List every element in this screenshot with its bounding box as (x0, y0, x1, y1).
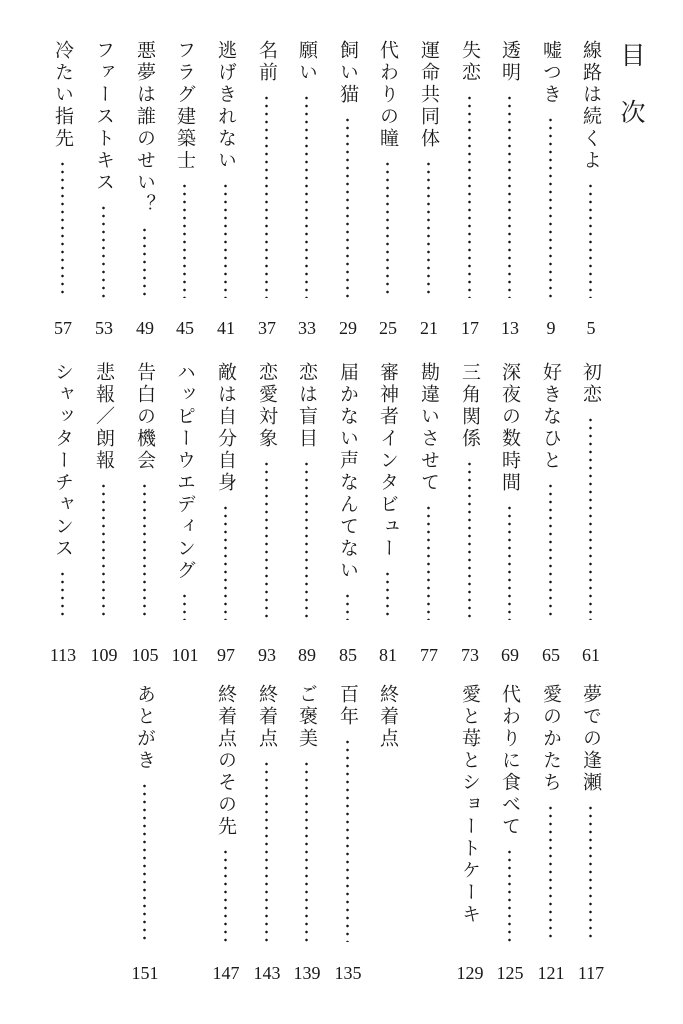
leader-dots (61, 160, 64, 298)
leader-dots (305, 460, 308, 620)
toc-entry-title: 願い (296, 40, 318, 84)
toc-entry-title: 勘違いさせて (418, 362, 440, 494)
leader-dots (224, 848, 227, 942)
toc-page-number: 57 (54, 318, 72, 338)
toc-page-number: 61 (582, 645, 600, 665)
toc-entry-title: 飼い猫 (337, 40, 359, 106)
toc-page-number: 147 (212, 963, 240, 983)
toc-entry-title: 告白の機会 (134, 362, 156, 472)
toc-entry-title: 愛と苺とショートケーキ (459, 684, 481, 926)
toc-entry-title: 代わりの瞳 (377, 40, 399, 150)
toc-entry-title: 三角関係 (459, 362, 481, 450)
leader-dots (183, 592, 186, 620)
toc-page-number: 69 (501, 645, 519, 665)
leader-dots (549, 804, 552, 942)
toc-entry-title: ハッピーウエディング (174, 362, 196, 582)
leader-dots (143, 482, 146, 620)
toc-page-number: 21 (420, 318, 438, 338)
toc-entry-title: 冷たい指先 (52, 40, 74, 150)
leader-dots (265, 94, 268, 298)
toc-entry-title: 敵は自分自身 (215, 362, 237, 494)
leader-dots (102, 204, 105, 298)
leader-dots (508, 504, 511, 620)
toc-page-number: 29 (339, 318, 357, 338)
leader-dots (508, 848, 511, 942)
toc-entry-title: 線路は続くよ (580, 40, 602, 172)
toc-page-number: 113 (49, 645, 77, 665)
toc-page-number: 49 (136, 318, 154, 338)
toc-page-number: 53 (95, 318, 113, 338)
toc-page-number: 5 (586, 318, 596, 338)
toc-page-number: 139 (293, 963, 321, 983)
toc-page-number: 97 (217, 645, 235, 665)
toc-entry-title: 夢での逢瀬 (580, 684, 602, 794)
toc-entry-title: 好きなひと (540, 362, 562, 472)
toc-entry-title: 悲報／朗報 (93, 362, 115, 472)
toc-page-number: 93 (258, 645, 276, 665)
leader-dots (143, 782, 146, 942)
toc-entry-title: 審神者インタビュー (377, 362, 399, 560)
leader-dots (346, 592, 349, 620)
toc-entry-title: 深夜の数時間 (499, 362, 521, 494)
leader-dots (549, 482, 552, 620)
toc-entry-title: 終着点 (377, 684, 399, 750)
leader-dots (305, 94, 308, 298)
toc-entry-title: 終着点のその先 (215, 684, 237, 838)
leader-dots (183, 182, 186, 298)
toc-entry-title: 運命共同体 (418, 40, 440, 150)
leader-dots (61, 570, 64, 620)
toc-page-number: 89 (298, 645, 316, 665)
leader-dots (468, 94, 471, 298)
toc-page-number: 85 (339, 645, 357, 665)
toc-page-number: 9 (546, 318, 556, 338)
toc-entry-title: 嘘つき (540, 40, 562, 106)
leader-dots (589, 416, 592, 620)
leader-dots (102, 482, 105, 620)
toc-page-number: 101 (171, 645, 199, 665)
leader-dots (549, 116, 552, 298)
toc-page-number: 37 (258, 318, 276, 338)
toc-entry-title: 百年 (337, 684, 359, 728)
toc-page-number: 129 (456, 963, 484, 983)
toc-page-number: 109 (90, 645, 118, 665)
leader-dots (143, 226, 146, 298)
leader-dots (589, 804, 592, 942)
toc-page-number: 151 (131, 963, 159, 983)
toc-page-number: 105 (131, 645, 159, 665)
toc-page-number: 117 (577, 963, 605, 983)
toc-entry-title: 悪夢は誰のせい？ (134, 40, 156, 216)
toc-page-number: 143 (253, 963, 281, 983)
toc-entry-title: あとがき (134, 684, 156, 772)
toc-heading: 目 次 (617, 42, 646, 136)
toc-entry-title: 初恋 (580, 362, 602, 406)
toc-entry-title: 名前 (256, 40, 278, 84)
leader-dots (508, 94, 511, 298)
toc-page-number: 81 (379, 645, 397, 665)
toc-page-number: 13 (501, 318, 519, 338)
toc-page-number: 41 (217, 318, 235, 338)
toc-page-number: 65 (542, 645, 560, 665)
leader-dots (346, 116, 349, 298)
toc-entry-title: ご褒美 (296, 684, 318, 750)
leader-dots (305, 760, 308, 942)
leader-dots (265, 760, 268, 942)
leader-dots (468, 460, 471, 620)
toc-page-number: 45 (176, 318, 194, 338)
leader-dots (346, 738, 349, 942)
leader-dots (386, 160, 389, 298)
toc-entry-title: 代わりに食べて (499, 684, 521, 838)
toc-entry-title: 終着点 (256, 684, 278, 750)
leader-dots (386, 570, 389, 620)
toc-entry-title: 失恋 (459, 40, 481, 84)
toc-entry-title: シャッターチャンス (52, 362, 74, 560)
leader-dots (224, 182, 227, 298)
leader-dots (427, 504, 430, 620)
toc-page-number: 33 (298, 318, 316, 338)
toc-page-number: 77 (420, 645, 438, 665)
toc-entry-title: 逃げきれない (215, 40, 237, 172)
toc-entry-title: ファーストキス (93, 40, 115, 194)
toc-page-number: 125 (496, 963, 524, 983)
toc-page-number: 73 (461, 645, 479, 665)
toc-entry-title: 愛のかたち (540, 684, 562, 794)
leader-dots (589, 182, 592, 298)
toc-page-number: 135 (334, 963, 362, 983)
toc-page-number: 25 (379, 318, 397, 338)
toc-entry-title: 恋愛対象 (256, 362, 278, 450)
toc-page-number: 17 (461, 318, 479, 338)
leader-dots (265, 460, 268, 620)
toc-entry-title: 透明 (499, 40, 521, 84)
toc-entry-title: フラグ建築士 (174, 40, 196, 172)
toc-page-number: 121 (537, 963, 565, 983)
toc-entry-title: 恋は盲目 (296, 362, 318, 450)
leader-dots (224, 504, 227, 620)
toc-entry-title: 届かない声なんてない (337, 362, 359, 582)
leader-dots (427, 160, 430, 298)
